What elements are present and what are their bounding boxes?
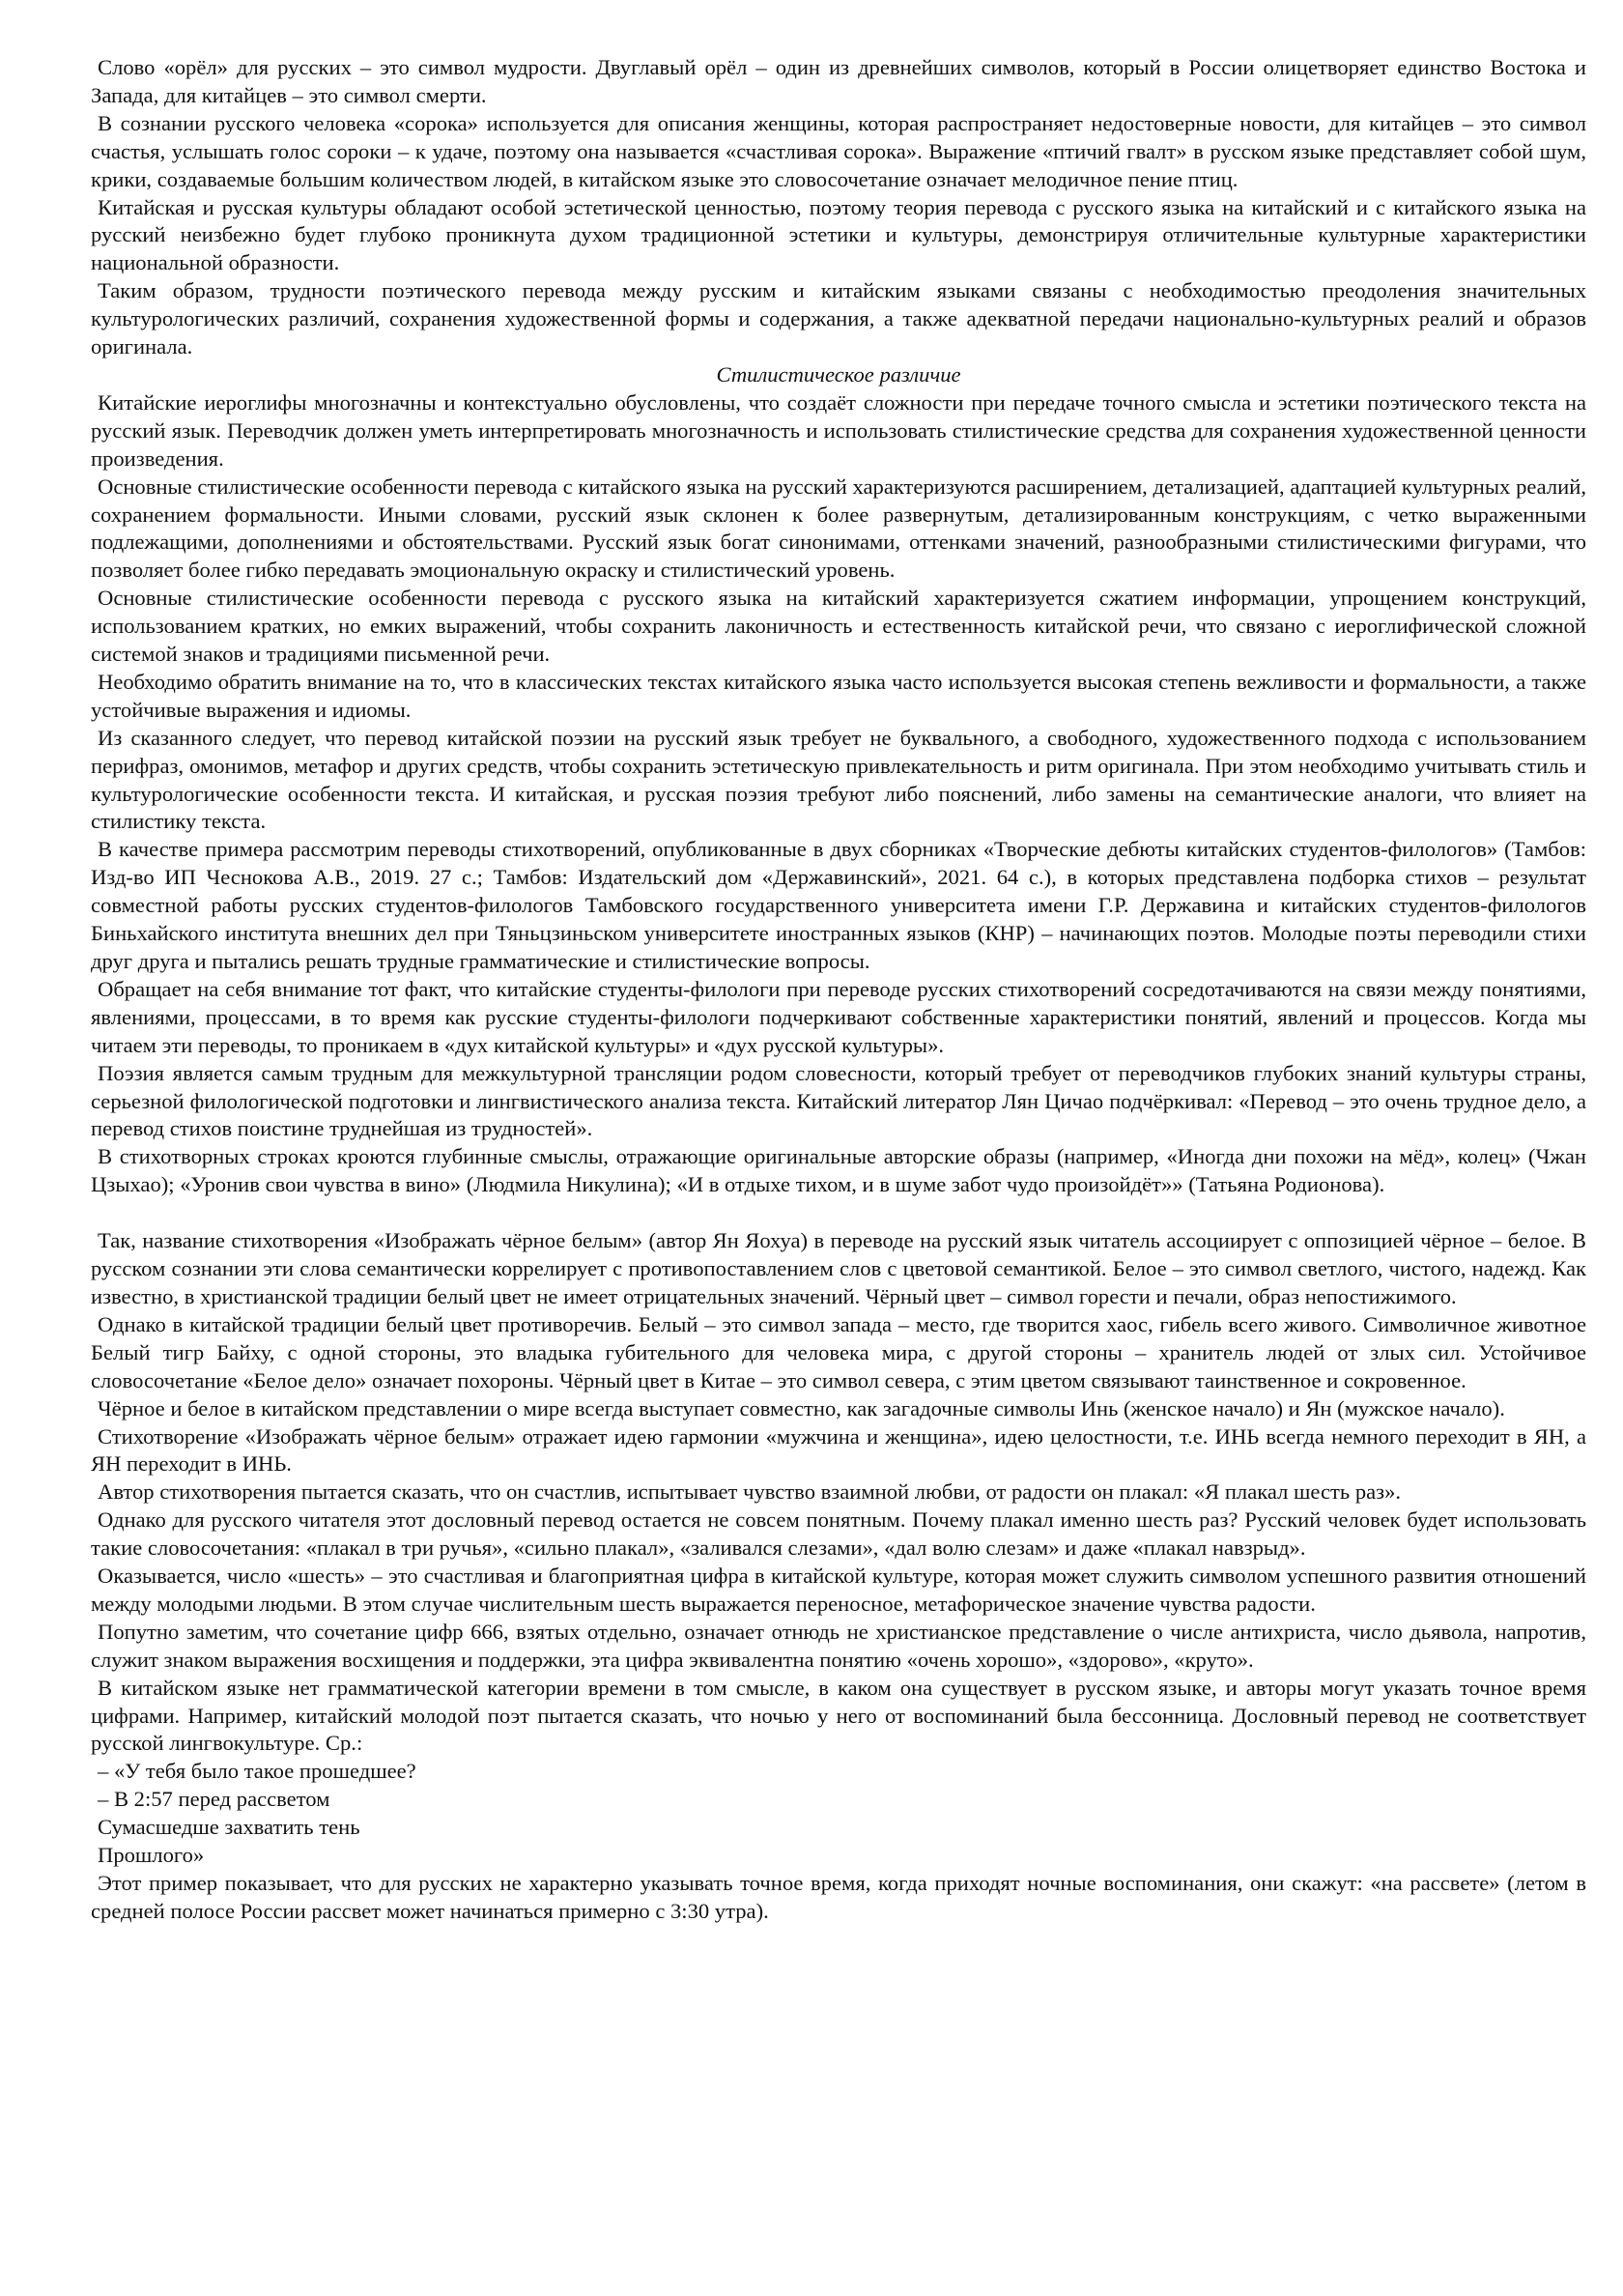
poem-line: – В 2:57 перед рассветом [98,1787,330,1812]
paragraph-chinese-white: Однако в китайской традиции белый цвет противоречив. Белый – это символ запада – место, где творится хаос, гибель всего живого. Символичное животное Белый тигр Байху, с одной стороны, это владыка губительного для человека мира, с другой стороны – хранитель людей от злых сил. Устойчивое словосочетание «Белое дело» означает похороны. Чёрный цвет в Китае – это символ севера, с этим цветом связывают таинственное и сокровенное. [91,1311,1586,1392]
paragraph-666: Попутно заметим, что сочетание цифр 666, взятых отдельно, означает отнюдь не христианское представление о числе антихриста, число дьявола, напротив, служит знаком выражения восхищения и поддержки, эта цифра эквивалентна понятию «очень хорошо», «здорово», «круто». [91,1619,1586,1672]
poem-line: – «У тебя было такое прошедшее? [98,1759,416,1784]
paragraph-black-white: Так, название стихотворения «Изображать чёрное белым» (автор Ян Яохуа) в переводе на русский язык читатель ассоциирует с оппозицией чёрное – белое. В русском сознании эти слова семантически коррелирует с противопоставлением слов с цветовой семантикой. Белое – это символ светлого, чистого, надежд. Как известно, в христианской традиции белый цвет не имеет отрицательных значений. Чёрный цвет – символ горести и печали, образ непостижимого. [91,1228,1586,1308]
paragraph-number-six: Оказывается, число «шесть» – это счастливая и благоприятная цифра в китайской культуре, которая может служить символом успешного развития отношений между молодыми людьми. В этом случае числительным шесть выражается переносное, метафорическое значение чувства радости. [91,1564,1586,1616]
paragraph-eagle: Слово «орёл» для русских – это символ мудрости. Двуглавый орёл – один из древнейших символов, который в России олицетворяет единство Востока и Запада, для китайцев – это символ смерти. [91,55,1586,107]
poem-line: Прошлого» [98,1843,205,1868]
paragraph-free-translation: Из сказанного следует, что перевод китайской поэзии на русский язык требует не буквального, а свободного, художественного подхода с использованием перифраз, омонимов, метафор и других средств, чтобы сохранить эстетическую привлекательность и ритм оригинала. При этом необходимо учитывать стиль и культурологические особенности текста. И китайская, и русская поэзия требуют либо пояснений, либо замены на семантические аналоги, что влияет на стилистику текста. [91,725,1586,834]
section-heading: Стилистическое различие [716,361,961,387]
paragraph-magpie: В сознании русского человека «сорока» используется для описания женщины, которая распространяет недостоверные новости, для китайцев – это символ счастья, услышать голос сороки – к удаче, поэтому она называется «счастливая сорока». Выражение «птичий гвалт» в русском языке представляет собой шум, крики, создаваемые большим количеством людей, в китайском языке это словосочетание означает мелодичное пение птиц. [91,110,1586,191]
paragraph-students: Обращает на себя внимание тот факт, что китайские студенты-филологи при переводе русских стихотворений сосредотачиваются на связи между понятиями, явлениями, процессами, в то время как русские студенты-филологи подчеркивают собственные характеристики понятий, явлений и процессов. Когда мы читаем эти переводы, то проникаем в «дух китайской культуры» и «дух русской культуры». [91,976,1586,1057]
paragraph-aesthetics: Китайская и русская культуры обладают особой эстетической ценностью, поэтому теория перевода с русского языка на китайский и с китайского языка на русский неизбежно будет глубоко проникнута духом традиционной эстетики и культуры, демонстрируя отличительные культурные характеристики национальной образности. [91,194,1586,275]
paragraph-harmony: Стихотворение «Изображать чёрное белым» отражает идею гармонии «мужчина и женщина», идею целостности, т.е. ИНЬ всегда немного переходит в ЯН, а ЯН переходит в ИНЬ. [91,1423,1586,1477]
paragraph-examples: В стихотворных строках кроются глубинные смыслы, отражающие оригинальные авторские образы (например, «Иногда дни похожи на мёд», колец» (Чжан Цзыхао); «Уронив свои чувства в вино» (Людмила Никулина); «И в отдыхе тихом, и в шуме забот чудо произойдёт»» (Татьяна Родионова). [91,1144,1586,1197]
poem-line: Сумасшедше захватить тень [98,1815,360,1840]
paragraph-collections: В качестве примера рассмотрим переводы стихотворений, опубликованные в двух сборниках «Творческие дебюты китайских студентов-филологов» (Тамбов: Изд-во ИП Чеснокова А.В., 2019. 27 с.; Тамбов: Издательский дом «Державинский», 2021. 64 с.), в которых представлена подборка стихов – результат совместной работы русских студентов-филологов Тамбовского государственного университета имени Г.Р. Державина и китайских студентов-филологов Биньхайского института внешних дел при Тяньцзиньском университете иностранных языков (КНР) – начинающих поэтов. Молодые поэты переводили стихи друг друга и пытались решать трудные грамматические и стилистические вопросы. [91,837,1586,973]
paragraph-ru-cn-style: Основные стилистические особенности перевода с русского языка на китайский характеризуется сжатием информации, упрощением конструкций, использованием кратких, но емких выражений, чтобы сохранить лаконичность и естественность китайской речи, что связано с иероглифической сложной системой знаков и традициями письменной речи. [91,586,1586,667]
paragraph-russian-reader: Однако для русского читателя этот дословный перевод остается не совсем понятным. Почему плакал именно шесть раз? Русский человек будет использовать такие словосочетания: «плакал в три ручья», «сильно плакал», «заливался слезами», «дал волю слезам» и даже «плакал навзрыд». [91,1507,1586,1561]
paragraph-summary: Таким образом, трудности поэтического перевода между русским и китайским языками связаны с необходимостью преодоления значительных культурологических различий, сохранения художественной формы и содержания, а также адекватной передачи национально-культурных реалий и образов оригинала. [91,278,1586,359]
paragraph-conclusion: Этот пример показывает, что для русских не характерно указывать точное время, когда приходят ночные воспоминания, они скажут: «на рассвете» (летом в средней полосе России рассвет может начинаться примерно с 3:30 утра). [91,1871,1586,1923]
blank-line [91,1199,1586,1227]
paragraph-tense: В китайском языке нет грамматической категории времени в том смысле, в каком она существует в русском языке, и авторы могут указать точное время цифрами. Например, китайский молодой поэт пытается сказать, что ночью у него от воспоминаний была бессонница. Дословный перевод не соответствует русской лингвокультуре. Ср.: [91,1675,1586,1756]
paragraph-six-times: Автор стихотворения пытается сказать, что он счастлив, испытывает чувство взаимной любви, от радости он плакал: «Я плакал шесть раз». [98,1479,1402,1505]
paragraph-politeness: Необходимо обратить внимание на то, что в классических текстах китайского языка часто используется высокая степень вежливости и формальности, а также устойчивые выражения и идиомы. [91,669,1586,722]
paragraph-cn-ru-style: Основные стилистические особенности перевода с китайского языка на русский характеризуются расширением, детализацией, адаптацией культурных реалий, сохранением формальности. Иными словами, русский язык склонен к более развернутым, детализированным конструкциям, с четко выраженными подлежащими, дополнениями и обстоятельствами. Русский язык богат синонимами, оттенками значений, разнообразными стилистическими фигурами, что позволяет более гибко передавать эмоциональную окраску и стилистический уровень. [91,474,1586,583]
paragraph-yin-yang: Чёрное и белое в китайском представлении о мире всегда выступает совместно, как загадочные символы Инь (женское начало) и Ян (мужское начало). [98,1395,1505,1421]
paragraph-hieroglyphs: Китайские иероглифы многозначны и контекстуально обусловлены, что создаёт сложности при передаче точного смысла и эстетики поэтического текста на русский язык. Переводчик должен уметь интерпретировать многозначность и использовать стилистические средства для сохранения художественной ценности произведения. [91,389,1586,471]
paragraph-poetry: Поэзия является самым трудным для межкультурной трансляции родом словесности, который требует от переводчиков глубоких знаний культуры страны, серьезной филологической подготовки и лингвистического анализа текста. Китайский литератор Лян Цичао подчёркивал: «Перевод – это очень трудное дело, а перевод стихов поистине труднейшая из трудностей». [91,1060,1586,1141]
